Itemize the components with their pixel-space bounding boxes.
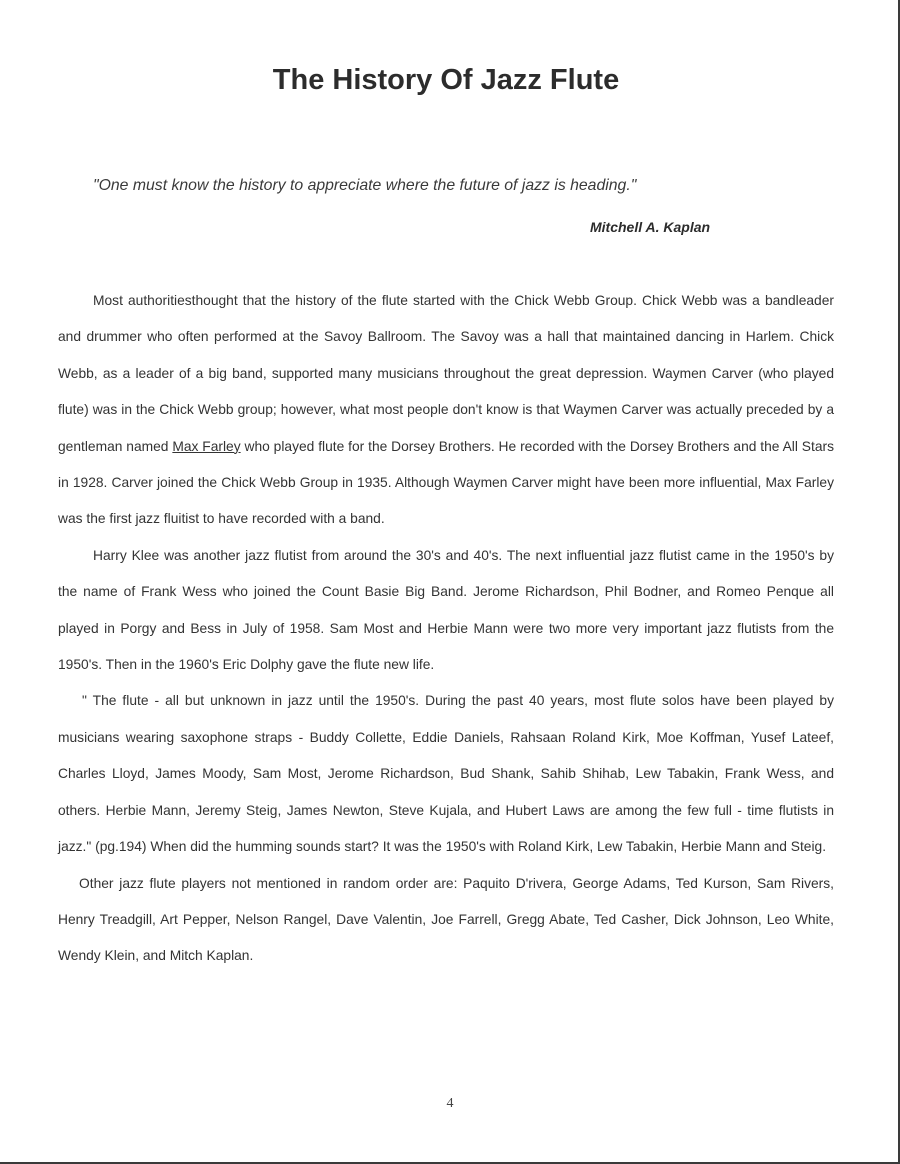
paragraph-3: " The flute - all but unknown in jazz until the 1950's. During the past 40 years, most flute solos have been played by musicians wearing saxophone straps - Buddy Collette, Eddie Daniels, Rahsaan Roland Kirk, Moe Koffman, Yusef Lateef, Charles Lloyd, James Moody, Sam Most, Jerome Richardson, Bud Shank, Sahib Shihab, Lew Tabakin, Frank Wess, and others. Herbie Mann, Jeremy Steig, James Newton, Steve Kujala, and Hubert Laws are among the few full - time flutists in jazz." (pg.194) When did the humming sounds start? It was the 1950's with Roland Kirk, Lew Tabakin, Herbie Mann and Steig. (58, 693, 834, 855)
paragraph-1 (58, 283, 834, 538)
epigraph-quote: "One must know the history to appreciate where the future of jazz is heading." (93, 177, 637, 194)
paragraph-2: Harry Klee was another jazz flutist from around the 30's and 40's. The next influential jazz flutist came in the 1950's by the name of Frank Wess who joined the Count Basie Big Band. Jerome Richardson, Phil Bodner, and Romeo Penque all played in Porgy and Bess in July of 1958. Sam Most and Herbie Mann were two more very important jazz flutists from the 1950's. Then in the 1960's Eric Dolphy gave the flute new life. (58, 547, 834, 673)
epigraph-author: Mitchell A. Kaplan (590, 219, 711, 235)
paragraph-1-text-start: Most authoritiesthought that the history of the flute started with the Chick Webb Group. Chick Webb was a bandleader and drummer who often performed at the Savoy Ballroom. The Savoy was a hall that maintained dancing in Harlem. Chick Webb, as a leader of a big band, supported many musicians throughout the great depression. Waymen Carver (who played flute) was in the Chick Webb group; however, what most people don't know is that Waymen Carver was actually preceded by a gentleman named (58, 293, 834, 454)
page-title: The History Of Jazz Flute (272, 64, 620, 96)
page-number: 4 (446, 1096, 454, 1111)
paragraph-1-text-end: who played flute for the Dorsey Brothers. He recorded with the Dorsey Brothers and the All Stars in 1928. Carver joined the Chick Webb Group in 1935. Although Waymen Carver might have been more influential, Max Farley was the first jazz fluitist to have recorded with a band. (58, 438, 834, 527)
article-body (58, 283, 834, 975)
paragraph-4: Other jazz flute players not mentioned in random order are: Paquito D'rivera, George Adams, Ted Kurson, Sam Rivers, Henry Treadgill, Art Pepper, Nelson Rangel, Dave Valentin, Joe Farrell, Gregg Abate, Ted Casher, Dick Johnson, Leo White, Wendy Klein, and Mitch Kaplan. (58, 875, 834, 964)
max-farley-link[interactable]: Max Farley (172, 438, 241, 454)
